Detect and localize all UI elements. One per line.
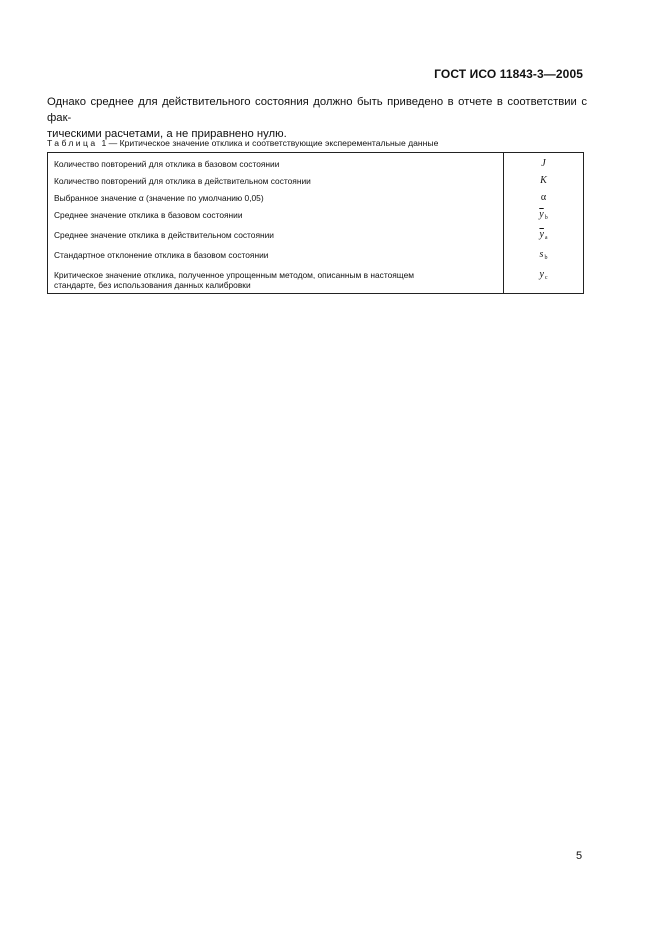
symbol-subscript: c — [544, 275, 548, 281]
row-name: Количество повторений для отклика в действительном состоянии — [48, 172, 504, 189]
row-symbol — [504, 226, 584, 246]
symbol-subscript: a — [544, 235, 548, 241]
body-paragraph — [47, 94, 587, 142]
table-caption-label: Таблица — [47, 138, 98, 148]
row-name: Количество повторений для отклика в базовом состоянии — [48, 153, 504, 173]
table-row — [48, 172, 584, 189]
data-table — [47, 152, 584, 294]
row-name: Стандартное отклонение отклика в базовом состоянии — [48, 246, 504, 266]
symbol-letter: K — [540, 175, 547, 186]
row-symbol — [504, 246, 584, 266]
table-row — [48, 266, 584, 294]
table-caption-text: 1 — Критическое значение отклика и соответствующие эксперементальные данные — [101, 138, 439, 148]
symbol-letter: y — [539, 269, 544, 280]
symbol-subscript: b — [544, 215, 548, 221]
row-name-line-2: стандарте, без использования данных калибровки — [54, 280, 251, 290]
row-symbol — [504, 172, 584, 189]
paragraph-line-2: тическими расчетами, а не приравнено нулю. — [47, 128, 287, 140]
symbol-letter: α — [540, 192, 547, 203]
table-row — [48, 226, 584, 246]
table-row — [48, 246, 584, 266]
symbol-letter: J — [541, 158, 546, 169]
document-header: ГОСТ ИСО 11843-3—2005 — [434, 67, 583, 81]
symbol-letter: s — [539, 249, 544, 260]
symbol-subscript: b — [544, 255, 548, 261]
row-name-line-1: Критическое значение отклика, полученное упрощенным методом, описанным в настоящем — [54, 270, 414, 280]
paragraph-line-1: Однако среднее для действительного состояния должно быть приведено в отчете в соответствии с фак- — [47, 96, 587, 124]
row-name: Среднее значение отклика в действительном состоянии — [48, 226, 504, 246]
table-row — [48, 189, 584, 206]
table-row — [48, 206, 584, 226]
row-symbol — [504, 189, 584, 206]
row-symbol — [504, 266, 584, 294]
page-number: 5 — [576, 850, 583, 862]
row-name: Среднее значение отклика в базовом состоянии — [48, 206, 504, 226]
table-caption — [47, 138, 438, 148]
row-name: Выбранное значение α (значение по умолчанию 0,05) — [48, 189, 504, 206]
row-symbol — [504, 153, 584, 173]
table-row — [48, 153, 584, 173]
symbol-letter: $\overline{y}$ — [539, 229, 544, 240]
row-symbol — [504, 206, 584, 226]
row-name — [48, 266, 504, 294]
symbol-letter: $\overline{y}$ — [539, 209, 544, 220]
